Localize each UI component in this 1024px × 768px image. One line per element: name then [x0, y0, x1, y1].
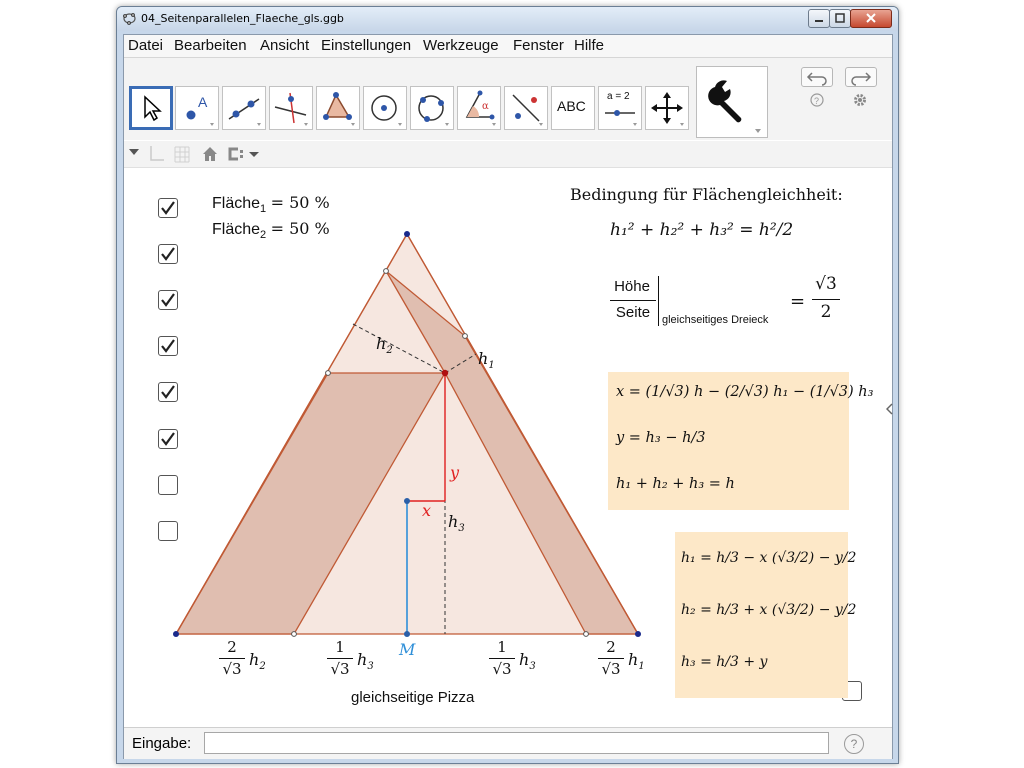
slider-icon: [599, 87, 641, 129]
bottom-label-4-num: 2: [606, 638, 616, 656]
minimize-button[interactable]: [808, 9, 830, 28]
bottom-label-4-den: √3: [601, 660, 621, 678]
input-help-button[interactable]: ?: [844, 734, 864, 754]
collapse-panel-arrow-icon[interactable]: [886, 403, 894, 415]
menu-ansicht[interactable]: Ansicht: [260, 37, 310, 54]
point-icon: [176, 87, 218, 129]
point-side-2[interactable]: [463, 334, 468, 339]
label-h1-sub: 1: [488, 360, 495, 372]
formula-box-2-line-2: h₂ = h/3 + x (√3/2) − y/2: [681, 602, 857, 618]
undo-icon: [802, 68, 832, 86]
polygon-tool-button[interactable]: [316, 86, 360, 130]
ratio-rhs-numerator: √3: [815, 274, 837, 294]
line-tool-button[interactable]: [222, 86, 266, 130]
point-side-3[interactable]: [326, 371, 331, 376]
menu-bearbeiten[interactable]: Bearbeiten: [174, 37, 247, 54]
circle-center-tool-button[interactable]: [363, 86, 407, 130]
polygon-icon: [317, 87, 359, 129]
wrench-icon: [697, 67, 767, 137]
geogebra-window: [116, 6, 899, 764]
grid-icon[interactable]: [172, 144, 192, 164]
bottom-label-2-den: √3: [330, 660, 350, 678]
area-2-value: = 50 %: [270, 219, 330, 238]
text-tool-label: ABC: [557, 98, 586, 114]
menu-datei[interactable]: Datei: [128, 37, 164, 54]
maximize-icon: [830, 10, 850, 27]
input-bar: [124, 727, 892, 759]
slider-tool-label: a = 2: [607, 91, 630, 102]
point-foot[interactable]: [404, 498, 410, 504]
bottom-label-1-num: 2: [227, 638, 237, 656]
point-tool-button[interactable]: [175, 86, 219, 130]
gear-icon[interactable]: [852, 92, 868, 108]
bottom-label-2-var: h: [357, 650, 368, 669]
maximize-button[interactable]: [829, 9, 851, 28]
formula-box-1-line-1: x = (1/√3) h − (2/√3) h₁ − (1/√3) h₃: [616, 384, 874, 400]
label-m: M: [399, 640, 416, 659]
vertex-top[interactable]: [404, 231, 410, 237]
vertex-left[interactable]: [173, 631, 179, 637]
label-y: y: [450, 463, 460, 482]
menu-fenster[interactable]: Fenster: [513, 37, 564, 54]
perpendicular-icon: [270, 87, 312, 129]
label-h3-sub: 3: [458, 523, 465, 535]
text-tool-button[interactable]: [551, 86, 595, 130]
title-bar: [117, 7, 898, 31]
bottom-label-2-num: 1: [335, 638, 345, 656]
ratio-numerator: Höhe: [614, 278, 650, 295]
label-h2-var: h: [376, 334, 387, 353]
svg-text:?: ?: [814, 96, 820, 106]
condition-equation: h₁² + h₂² + h₃² = h²/2: [610, 220, 794, 240]
bottom-label-3-var: h: [519, 650, 530, 669]
vertex-right[interactable]: [635, 631, 641, 637]
tools-settings-button[interactable]: [696, 66, 768, 138]
line-icon: [223, 87, 265, 129]
label-x: x: [422, 501, 432, 520]
bottom-label-4-var: h: [628, 650, 639, 669]
formula-box-2-line-1: h₁ = h/3 − x (√3/2) − y/2: [681, 550, 857, 566]
point-p[interactable]: [442, 370, 448, 376]
redo-icon: [846, 68, 876, 86]
point-side-1[interactable]: [384, 269, 389, 274]
ratio-rhs-denominator: 2: [820, 302, 832, 322]
area-1-sub: 1: [260, 203, 267, 216]
bottom-label-3-num: 1: [497, 638, 507, 656]
circle-three-points-tool-button[interactable]: [410, 86, 454, 130]
formula-box-1-line-2: y = h₃ − h/3: [616, 430, 706, 446]
redo-button[interactable]: [845, 67, 877, 87]
point-m[interactable]: [404, 631, 410, 637]
label-h1-var: h: [478, 349, 489, 368]
label-h2-sub: 2: [386, 345, 393, 357]
svg-text:A: A: [198, 94, 208, 110]
perpendicular-tool-button[interactable]: [269, 86, 313, 130]
close-icon: [851, 10, 891, 27]
point-base-1[interactable]: [292, 632, 297, 637]
move-graphics-tool-button[interactable]: [645, 86, 689, 130]
reflect-tool-button[interactable]: [504, 86, 548, 130]
label-h1: [478, 349, 495, 371]
bottom-label-2-sub: 3: [367, 661, 374, 673]
menu-werkzeuge[interactable]: Werkzeuge: [423, 37, 499, 54]
help-circle-icon[interactable]: [809, 92, 825, 108]
reflect-line-icon: [505, 87, 547, 129]
pizza-caption: gleichseitige Pizza: [351, 689, 475, 706]
ratio-denominator: Seite: [615, 304, 651, 321]
minimize-icon: [809, 10, 829, 27]
bottom-label-4-sub: 1: [638, 661, 645, 673]
toolbar: [124, 58, 892, 140]
axes-icon[interactable]: [146, 144, 166, 164]
circle-three-points-icon: [411, 87, 453, 129]
input-label: Eingabe:: [132, 735, 192, 752]
condition-title: Bedingung für Flächengleichheit:: [570, 185, 843, 204]
geogebra-app-icon: [123, 12, 136, 25]
formula-box-1-line-3: h₁ + h₂ + h₃ = h: [616, 476, 735, 492]
close-button[interactable]: [850, 9, 892, 28]
app-client-area: [123, 34, 893, 759]
ratio-subscript: gleichseitiges Dreieck: [662, 314, 769, 326]
area-2-sub: 2: [260, 229, 267, 242]
area-2-word: Fläche: [212, 221, 261, 238]
svg-text:α: α: [482, 101, 489, 112]
bottom-label-3-den: √3: [492, 660, 512, 678]
formula-box-2-line-3: h₃ = h/3 + y: [681, 654, 768, 670]
cursor-arrow-icon: [132, 89, 170, 127]
point-base-2[interactable]: [584, 632, 589, 637]
menu-einstellungen[interactable]: Einstellungen: [321, 37, 412, 54]
bottom-label-3-sub: 3: [529, 661, 536, 673]
bottom-label-1-var: h: [249, 650, 260, 669]
area-1-value: = 50 %: [270, 193, 330, 212]
style-bar-toggle-icon[interactable]: [128, 147, 140, 157]
move-arrows-icon: [646, 87, 688, 129]
point-capturing-icon[interactable]: [224, 144, 262, 164]
move-tool-button[interactable]: [129, 86, 173, 130]
label-h3: [448, 512, 465, 534]
area-1-word: Fläche: [212, 195, 261, 212]
window-title: 04_Seitenparallelen_Flaeche_gls.ggb: [141, 12, 344, 25]
circle-center-icon: [364, 87, 406, 129]
bottom-label-1-den: √3: [222, 660, 242, 678]
angle-icon: [458, 87, 500, 129]
style-bar: [124, 141, 892, 168]
bottom-label-1-sub: 2: [259, 661, 266, 673]
menu-hilfe[interactable]: Hilfe: [574, 37, 605, 54]
label-h2: [376, 334, 393, 356]
label-h3-var: h: [448, 512, 459, 531]
graphics-view[interactable]: Fläche$_1$ = 50 % Fläche$_2$ = 50 % Bedingung für Flächengleichheit: h₁² + h₂² + h₃² = h²/2 Höhe Seite gleichseitiges Dreieck = √3 2 x = (1/√3) h − (2/√3) h₁ − (1/√3) h₃ y = h₃ − h/3 h₁ + h₂ + h₃ = h h₁ = h/3 − x (√3/2) − y/2 h₂ = h/3 + x (√3/2) − y/2 h₃ = h/3 + y $h_2$ $h_1$ y x $h_3$ M 2 √3 $h_2$ 1 √3 $h_3$ 1 √3 $h_3$ 2 √3 $h_1$ gleichseitige Pizza: [124, 168, 892, 726]
angle-tool-button[interactable]: [457, 86, 501, 130]
input-field[interactable]: [204, 732, 829, 754]
menu-bar: [124, 35, 892, 58]
undo-button[interactable]: [801, 67, 833, 87]
slider-tool-button[interactable]: [598, 86, 642, 130]
home-icon[interactable]: [200, 144, 220, 164]
